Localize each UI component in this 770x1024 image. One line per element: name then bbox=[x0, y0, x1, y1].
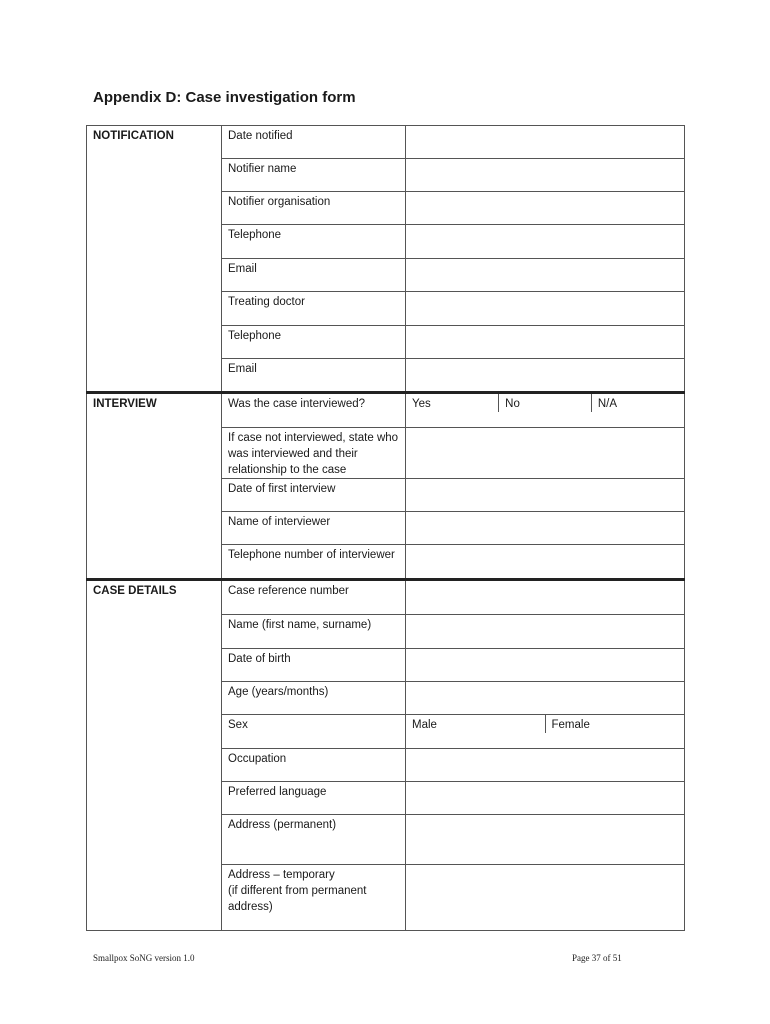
sex-options bbox=[406, 715, 685, 749]
field-interviewer-name[interactable] bbox=[406, 512, 685, 545]
label-name: Name (first name, surname) bbox=[222, 615, 406, 649]
field-doctor-email[interactable] bbox=[406, 359, 685, 393]
label-sex: Sex bbox=[222, 715, 406, 749]
label-address-permanent: Address (permanent) bbox=[222, 815, 406, 865]
field-treating-doctor[interactable] bbox=[406, 292, 685, 326]
field-notifier-organisation[interactable] bbox=[406, 192, 685, 225]
option-yes[interactable]: Yes bbox=[406, 394, 499, 412]
field-language[interactable] bbox=[406, 782, 685, 815]
label-interviewer-name: Name of interviewer bbox=[222, 512, 406, 545]
field-case-reference[interactable] bbox=[406, 580, 685, 615]
label-occupation: Occupation bbox=[222, 749, 406, 782]
label-age: Age (years/months) bbox=[222, 682, 406, 715]
label-notifier-name: Notifier name bbox=[222, 159, 406, 192]
option-na[interactable]: N/A bbox=[597, 398, 617, 410]
label-doctor-telephone: Telephone bbox=[222, 326, 406, 359]
field-dob[interactable] bbox=[406, 649, 685, 682]
label-treating-doctor: Treating doctor bbox=[222, 292, 406, 326]
label-notifier-organisation: Notifier organisation bbox=[222, 192, 406, 225]
field-age[interactable] bbox=[406, 682, 685, 715]
footer-page-number: Page 37 of 51 bbox=[572, 953, 622, 963]
field-address-permanent[interactable] bbox=[406, 815, 685, 865]
field-interviewer-phone[interactable] bbox=[406, 545, 685, 580]
label-not-interviewed: If case not interviewed, state who was interviewed and their relationship to the case bbox=[222, 428, 406, 479]
row-date-notified bbox=[87, 126, 685, 159]
field-notifier-name[interactable] bbox=[406, 159, 685, 192]
row-case-reference bbox=[87, 580, 685, 615]
address-temporary-line1: Address – temporary bbox=[228, 869, 335, 881]
label-telephone: Telephone bbox=[222, 225, 406, 259]
label-address-temporary bbox=[222, 865, 406, 931]
field-date-notified[interactable] bbox=[406, 126, 685, 159]
label-email: Email bbox=[222, 259, 406, 292]
section-case-details: CASE DETAILS bbox=[87, 580, 222, 931]
label-date-notified: Date notified bbox=[222, 126, 406, 159]
option-female[interactable]: Female bbox=[551, 719, 590, 731]
label-dob: Date of birth bbox=[222, 649, 406, 682]
field-name[interactable] bbox=[406, 615, 685, 649]
row-was-interviewed bbox=[87, 393, 685, 428]
field-occupation[interactable] bbox=[406, 749, 685, 782]
field-telephone[interactable] bbox=[406, 225, 685, 259]
label-language: Preferred language bbox=[222, 782, 406, 815]
field-not-interviewed[interactable] bbox=[406, 428, 685, 479]
case-investigation-form bbox=[86, 125, 685, 931]
address-temporary-line2: (if different from permanent address) bbox=[228, 885, 367, 913]
section-notification: NOTIFICATION bbox=[87, 126, 222, 393]
page-title: Appendix D: Case investigation form bbox=[93, 89, 356, 106]
option-male[interactable]: Male bbox=[406, 715, 545, 733]
label-interviewer-phone: Telephone number of interviewer bbox=[222, 545, 406, 580]
label-doctor-email: Email bbox=[222, 359, 406, 393]
field-doctor-telephone[interactable] bbox=[406, 326, 685, 359]
section-interview: INTERVIEW bbox=[87, 393, 222, 580]
footer-version: Smallpox SoNG version 1.0 bbox=[93, 953, 195, 963]
field-email[interactable] bbox=[406, 259, 685, 292]
label-case-reference: Case reference number bbox=[222, 580, 406, 615]
label-was-interviewed: Was the case interviewed? bbox=[222, 393, 406, 428]
option-no[interactable]: No bbox=[499, 394, 592, 412]
label-first-interview-date: Date of first interview bbox=[222, 479, 406, 512]
field-first-interview-date[interactable] bbox=[406, 479, 685, 512]
field-address-temporary[interactable] bbox=[406, 865, 685, 931]
interviewed-options bbox=[406, 393, 685, 428]
